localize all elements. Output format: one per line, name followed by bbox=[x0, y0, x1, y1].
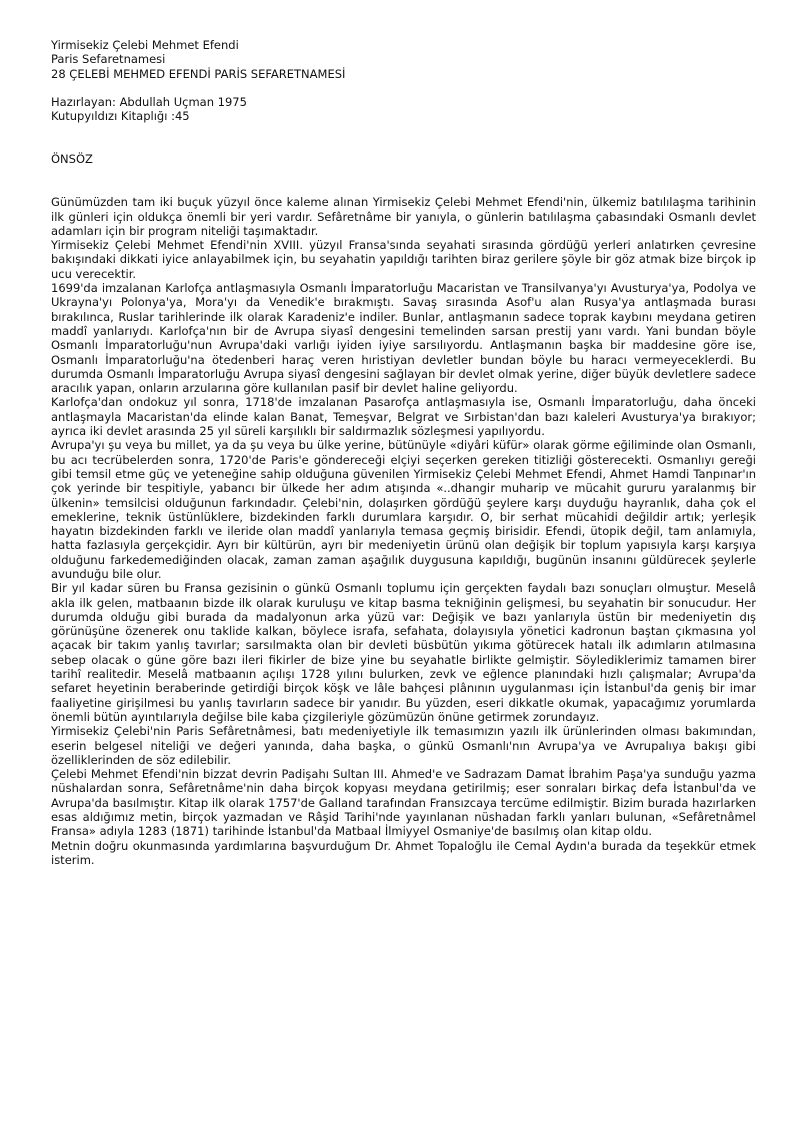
body-text bbox=[51, 195, 756, 867]
work-title-line: Paris Sefaretnamesi bbox=[51, 52, 166, 67]
paragraph: Yirmisekiz Çelebi'nin Paris Sefâretnâmesi, batı medeniyetiyle ilk temasımızın yazılı ilk ürünlerinden olması bakımından, eserin belgesel niteliği ve değeri yanında, daha başka, o günkü Osmanlı'nın Avrupa'ya ve Avrupalıya bakışı gibi özelliklerinden de söz edilebilir. bbox=[51, 724, 756, 767]
credits-block bbox=[51, 95, 756, 124]
author-line: Yirmisekiz Çelebi Mehmet Efendi bbox=[51, 38, 239, 52]
paragraph: Metnin doğru okunmasında yardımlarına başvurduğum Dr. Ahmet Topaloğlu ile Cemal Aydın'a burada da teşekkür etmek isterim. bbox=[51, 838, 756, 867]
paragraph: 1699'da imzalanan Karlofça antlaşmasıyla Osmanlı İmparatorluğu Macaristan ve Transilvanya'yı Avusturya'ya, Podolya ve Ukrayna'yı Polonya'ya, Mora'yı da Venedik'e bırakmıştı. Savaş sırasında Asof'u alan Rusya'ya antlaşmada burası bırakılınca, Ruslar tarihlerinde ilk olarak Karadeniz'e indiler. Bunlar, antlaşmanın sadece toprak kaybını meydana getiren maddî yanlarıydı. Karlofça'nın bir de Avrupa siyasî dengesini temelinden sarsan prestij yanı vardı. Yani bundan böyle Osmanlı İmparatorluğu'nun Avrupa'daki varlığı iyiden iyiye sarsılıyordu. Antlaşmanın başka bir maddesine göre ise, Osmanlı İmparatorluğu'na ötedenberi haraç veren hıristiyan devletler bundan böyle bu haracı vermeyeceklerdi. Bu durumda Osmanlı İmparatorluğu Avrupa siyasî dengesini sağlayan bir devlet olmak yerine, diğer büyük devletlere sadece aracılık yapan, onların arzularına göre kullanılan pasif bir devlet haline geliyordu. bbox=[51, 281, 756, 396]
series-line: Kutupyıldızı Kitaplığı :45 bbox=[51, 109, 190, 124]
paragraph: Karlofça'dan ondokuz yıl sonra, 1718'de imzalanan Pasarofça antlaşmasıyla ise, Osmanlı İmparatorluğu, daha önceki antlaşmayla Macaristan'da elinde kalan Banat, Temeşvar, Belgrat ve Sırbistan'dan bazı kaleleri Avusturya'ya bırakıyor; ayrıca iki devlet arasında 25 yıl süreli karşılıklı bir saldırmazlık sözleşmesi yapılıyordu. bbox=[51, 395, 756, 439]
spacer bbox=[51, 81, 756, 95]
document-header bbox=[51, 38, 756, 81]
book-title-line: 28 ÇELEBİ MEHMED EFENDİ PARİS SEFARETNAMESİ bbox=[51, 66, 346, 81]
spacer bbox=[51, 124, 756, 153]
paragraph: Bir yıl kadar süren bu Fransa gezisinin o günkü Osmanlı toplumu için gerçekten faydalı bazı sonuçları olmuştur. Meselâ akla ilk gelen, matbaanın bizde ilk olarak kuruluşu ve kitap basma tekniğinin gelişmesi, bu seyahatin bir sonucudur. Her durumda olduğu gibi burada da madalyonun arka yüzü var: Değişik ve bazı yanlarıyla üstün bir medeniyetin dış görünüşüne özenerek onu taklide kalkan, böylece israfa, sefahata, dolayısıyla yönetici kadronun baştan çıkmasına yol açacak bir takım yanlış tavırlar; sarsılmakta olan bir devleti büsbütün yıkıma götürecek hatalı ilk adımların atılmasına sebep olacak o güne göre bazı ileri fikirler de bize yine bu seyahatle birlikte gelmiştir. Söylediklerimiz tamamen birer tarihî realitedir. Meselâ matbaanın açılışı 1728 yılını bulurken, zevk ve eğlence planındaki hızlı çalışmalar; Avrupa'da sefaret heyetinin beraberinde getirdiği birçok köşk ve lâle bahçesi plânının uygulanması için İstanbul'da geniş bir imar faaliyetine girişilmesi bu yanlış tavırların sadece bir yanıdır. Bu yüzden, eseri dikkatle okumak, yapacağımız yorumlarda önemli bütün ayıntılarıyla değilse bile kaba çizgileriyle gözümüzün önüne getirmek zorundayız. bbox=[51, 581, 756, 724]
document-page bbox=[51, 38, 756, 867]
paragraph: Yirmisekiz Çelebi Mehmet Efendi'nin XVIII. yüzyıl Fransa'sında seyahati sırasında gördüğü yerleri anlatırken çevresine bakışındaki dikkati iyice anlayabilmek için, bu seyahatin yapıldığı tarihten biraz gerilere şöyle bir göz atmak bize birçok ip ucu verecektir. bbox=[51, 238, 756, 281]
paragraph: Günümüzden tam iki buçuk yüzyıl önce kaleme alınan Yirmisekiz Çelebi Mehmet Efendi'nin, ülkemiz batılılaşma tarihinin ilk günleri için oldukça önemli bir yeri vardır. Sefâretnâme bir yanıyla, o günlerin batılılaşma çabasındaki Osmanlı devlet adamları için bir program niteliği taşımaktadır. bbox=[51, 195, 756, 238]
editor-line: Hazırlayan: Abdullah Uçman 1975 bbox=[51, 95, 247, 110]
paragraph: Avrupa'yı şu veya bu millet, ya da şu veya bu ülke yerine, bütünüyle «diyâri küfür» olarak görme eğiliminde olan Osmanlı, bu acı tecrübelerden sonra, 1720'de Paris'e göndereceği elçiyi seçerken gereken titizliği gösterecekti. Osmanlıyı gereği gibi temsil etme güç ve yeteneğine sahip olduğuna güvenilen Yirmisekiz Çelebi Mehmet Efendi, Ahmet Hamdi Tanpınar'ın çok yerinde bir tespitiyle, yabancı bir ülkede her adım atışında «..dhangir muharip ve mücahit gururu yaralanmış bir ülkenin» temsilcisi olduğunun farkındadır. Çelebi'nin, dolaşırken gördüğü şeylere karşı duyduğu hayranlık, daha çok el emeklerine, teknik üstünlüklere, bizdekinden farklı durumlara karşıdır. O, bir serhat mücahidi değildir artık; yerleşik hayatın bizdekinden farklı ve ileride olan maddî yanlarıyla temasa geçmiş birisidir. Efendi, ütopik değil, tam anlamıyla, hatta fazlasıyla gerçekçidir. Ayrı bir kültürün, ayrı bir medeniyetin ürünü olan değişik bir toplum yapısıyla karşı karşıya olduğunu farkedemediğinden olacak, zaman zaman aşağılık duygusuna kapıldığı, bugünün insanını güldürecek şeylerle avunduğu bile olur. bbox=[51, 438, 756, 581]
paragraph: Çelebi Mehmet Efendi'nin bizzat devrin Padişahı Sultan III. Ahmed'e ve Sadrazam Damat İbrahim Paşa'ya sunduğu yazma nüshalardan sonra, Sefâretnâme'nin daha birçok kopyası meydana getirilmiş; eser sonraları birkaç defa İstanbul'da ve Avrupa'da basılmıştır. Kitap ilk olarak 1757'de Galland tarafından Fransızcaya tercüme edilmiştir. Bizim burada hazırlarken esas aldığımız metin, birçok yazmadan ve Râşid Tarihi'nde yayınlanan nüshadan farklı yanları bulunan, «Sefâretnâmel Fransa» adıyla 1283 (1871) tarihinde İstanbul'da Matbaal İlmiyyel Osmaniye'de basılmış olan kitap oldu. bbox=[51, 767, 756, 839]
spacer bbox=[51, 167, 756, 196]
section-title: ÖNSÖZ bbox=[51, 152, 93, 167]
